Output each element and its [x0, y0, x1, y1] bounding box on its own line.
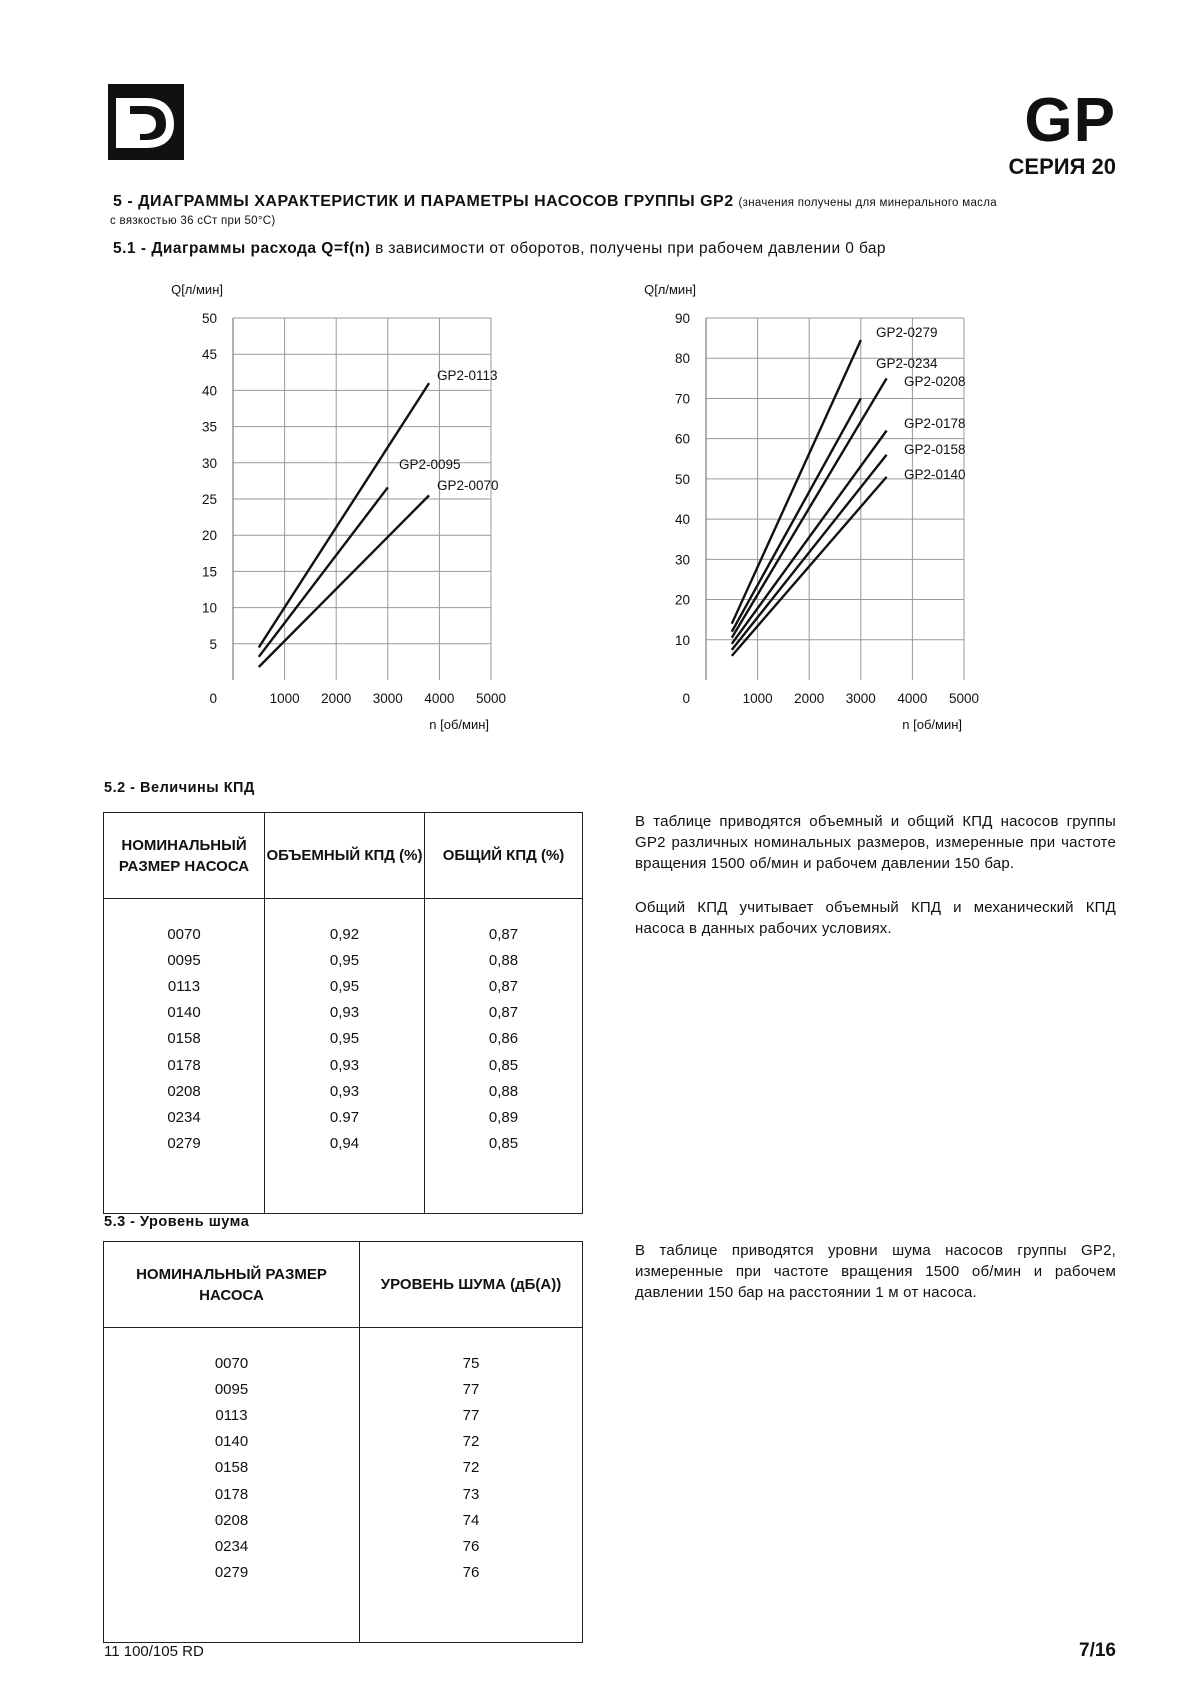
series-label: GP2-0208 [904, 374, 966, 389]
pump-size-cell: 0140 [104, 1429, 360, 1455]
document-code: 11 100/105 RD [104, 1643, 204, 1660]
table-row [104, 1104, 583, 1130]
table-row [104, 1402, 583, 1428]
x-tick-label: 1000 [742, 691, 773, 706]
series-label: GP2-0070 [437, 478, 499, 493]
y-tick-label: 45 [201, 347, 217, 363]
x-tick-label: 4000 [424, 691, 455, 706]
y-axis-title: Q[л/мин] [171, 282, 223, 297]
noise-level-cell: 76 [360, 1560, 583, 1586]
y-tick-label: 50 [674, 471, 690, 487]
y-tick-label: 50 [201, 311, 217, 326]
total-eff-cell: 0,86 [425, 1026, 583, 1052]
pump-size-cell: 0279 [104, 1131, 265, 1157]
table-row [104, 1481, 583, 1507]
noise-level-cell: 74 [360, 1507, 583, 1533]
x-tick-label: 2000 [321, 691, 352, 706]
total-eff-cell: 0,85 [425, 1052, 583, 1078]
series-line-gp2-0234 [732, 398, 861, 631]
y-tick-label: 40 [674, 512, 690, 528]
section-5-3-title: 5.3 - Уровень шума [104, 1214, 250, 1230]
section-5-1-title-rest: в зависимости от оборотов, получены при рабочем давлении 0 бар [370, 240, 886, 257]
series-label: GP2-0140 [904, 467, 966, 482]
noise-level-cell: 77 [360, 1376, 583, 1402]
x-tick-label: 1000 [269, 691, 300, 706]
table-row [104, 899, 583, 948]
table-row [104, 1533, 583, 1559]
y-tick-label: 80 [674, 351, 690, 367]
volumetric-eff-cell: 0,94 [265, 1131, 425, 1157]
efficiency-description-2: Общий КПД учитывает объемный КПД и механический КПД насоса в данных рабочих условиях. [635, 899, 1116, 937]
pump-size-cell: 0070 [104, 899, 265, 948]
y-tick-label: 60 [674, 431, 690, 447]
noise-level-cell: 72 [360, 1429, 583, 1455]
table-row [104, 1429, 583, 1455]
noise-table [103, 1241, 583, 1643]
section-5-note-part1: (значения получены для минерального масла [738, 197, 997, 209]
x-tick-label: 5000 [948, 691, 980, 706]
total-eff-cell: 0,87 [425, 973, 583, 999]
noise-level-cell: 73 [360, 1481, 583, 1507]
pump-size-cell: 0095 [104, 947, 265, 973]
volumetric-eff-cell: 0,92 [265, 899, 425, 948]
total-eff-cell: 0,88 [425, 1078, 583, 1104]
series-label: GP2-0279 [876, 325, 938, 340]
efficiency-table [103, 812, 583, 1214]
y-tick-label: 70 [674, 391, 690, 407]
x-tick-label: 4000 [897, 691, 928, 706]
y-tick-label: 10 [674, 632, 690, 648]
table-row [104, 1078, 583, 1104]
table-row [104, 973, 583, 999]
pump-size-cell: 0178 [104, 1052, 265, 1078]
noise-header-size: НОМИНАЛЬНЫЙ РАЗМЕР НАСОСА [104, 1242, 360, 1328]
origin-label: 0 [209, 691, 217, 706]
table-spacer-row [104, 1586, 583, 1643]
pump-size-cell: 0095 [104, 1376, 360, 1402]
table-row [104, 1328, 583, 1377]
x-axis-title: n [об/мин] [902, 717, 962, 732]
series-label: СЕРИЯ 20 [1008, 154, 1116, 179]
series-label: GP2-0234 [876, 356, 938, 371]
table-row [104, 947, 583, 973]
y-axis-title: Q[л/мин] [644, 282, 696, 297]
eff-header-size: НОМИНАЛЬНЫЙ РАЗМЕР НАСОСА [104, 813, 265, 899]
series-label: GP2-0178 [904, 416, 966, 431]
eff-header-total: ОБЩИЙ КПД (%) [425, 813, 583, 899]
x-tick-label: 3000 [845, 691, 876, 706]
y-tick-label: 40 [201, 383, 217, 399]
pump-size-cell: 0234 [104, 1104, 265, 1130]
section-5-1-title-bold: 5.1 - Диаграммы расхода Q=f(n) [113, 240, 371, 257]
volumetric-eff-cell: 0,93 [265, 1052, 425, 1078]
noise-level-cell: 72 [360, 1455, 583, 1481]
x-tick-label: 2000 [794, 691, 825, 706]
y-tick-label: 20 [674, 592, 690, 608]
brand-title: GP [1024, 86, 1116, 155]
pump-size-cell: 0158 [104, 1026, 265, 1052]
pump-size-cell: 0208 [104, 1507, 360, 1533]
noise-description: В таблице приводятся уровни шума насосов группы GP2, измеренные при частоте вращения 1500 об/мин и рабочем давлении 150 бар на расстоянии 1 м от насоса. [635, 1242, 1116, 1301]
y-tick-label: 25 [201, 492, 217, 507]
total-eff-cell: 0,88 [425, 947, 583, 973]
noise-level-cell: 76 [360, 1533, 583, 1559]
y-tick-label: 15 [201, 564, 217, 580]
x-tick-label: 5000 [475, 691, 507, 706]
section-5-heading: 5 - ДИАГРАММЫ ХАРАКТЕРИСТИК И ПАРАМЕТРЫ НАСОСОВ ГРУППЫ GP2 [113, 193, 734, 210]
x-tick-label: 3000 [372, 691, 403, 706]
y-tick-label: 35 [201, 419, 217, 435]
volumetric-eff-cell: 0,93 [265, 1078, 425, 1104]
table-row [104, 1455, 583, 1481]
series-label: GP2-0158 [904, 442, 966, 457]
total-eff-cell: 0,87 [425, 1000, 583, 1026]
y-tick-label: 10 [201, 600, 217, 616]
y-tick-label: 20 [201, 528, 217, 544]
section-5-note-part2: с вязкостью 36 cСт при 50°C) [110, 215, 276, 227]
volumetric-eff-cell: 0,93 [265, 1000, 425, 1026]
pump-size-cell: 0113 [104, 973, 265, 999]
pump-size-cell: 0113 [104, 1402, 360, 1428]
pump-size-cell: 0158 [104, 1455, 360, 1481]
table-row [104, 1131, 583, 1157]
pump-size-cell: 0279 [104, 1560, 360, 1586]
page-number: 7/16 [1079, 1640, 1116, 1661]
noise-level-cell: 75 [360, 1328, 583, 1377]
pump-size-cell: 0178 [104, 1481, 360, 1507]
noise-header-level: УРОВЕНЬ ШУМА (дБ(А)) [360, 1242, 583, 1328]
table-row [104, 1000, 583, 1026]
noise-level-cell: 77 [360, 1402, 583, 1428]
pump-size-cell: 0070 [104, 1328, 360, 1377]
pump-size-cell: 0208 [104, 1078, 265, 1104]
table-spacer-row [104, 1157, 583, 1214]
pump-size-cell: 0140 [104, 1000, 265, 1026]
total-eff-cell: 0,85 [425, 1131, 583, 1157]
pump-size-cell: 0234 [104, 1533, 360, 1559]
section-5-2-title: 5.2 - Величины КПД [104, 780, 255, 796]
efficiency-description-1: В таблице приводятся объемный и общий КПД насосов группы GP2 различных номинальных размеров, измеренные при частоте вращения 1500 об/мин и рабочем давлении 150 бар. [635, 813, 1116, 872]
eff-header-volumetric: ОБЪЕМНЫЙ КПД (%) [265, 813, 425, 899]
volumetric-eff-cell: 0,95 [265, 973, 425, 999]
total-eff-cell: 0,87 [425, 899, 583, 948]
origin-label: 0 [682, 691, 690, 706]
series-label: GP2-0095 [399, 457, 461, 472]
table-row [104, 1507, 583, 1533]
volumetric-eff-cell: 0.97 [265, 1104, 425, 1130]
table-row [104, 1376, 583, 1402]
y-tick-label: 5 [209, 636, 217, 652]
table-row [104, 1052, 583, 1078]
volumetric-eff-cell: 0,95 [265, 1026, 425, 1052]
y-tick-label: 90 [674, 311, 690, 326]
series-label: GP2-0113 [437, 368, 498, 383]
x-axis-title: n [об/мин] [429, 717, 489, 732]
volumetric-eff-cell: 0,95 [265, 947, 425, 973]
table-row [104, 1026, 583, 1052]
y-tick-label: 30 [674, 552, 690, 568]
y-tick-label: 30 [201, 455, 217, 471]
total-eff-cell: 0,89 [425, 1104, 583, 1130]
table-row [104, 1560, 583, 1586]
